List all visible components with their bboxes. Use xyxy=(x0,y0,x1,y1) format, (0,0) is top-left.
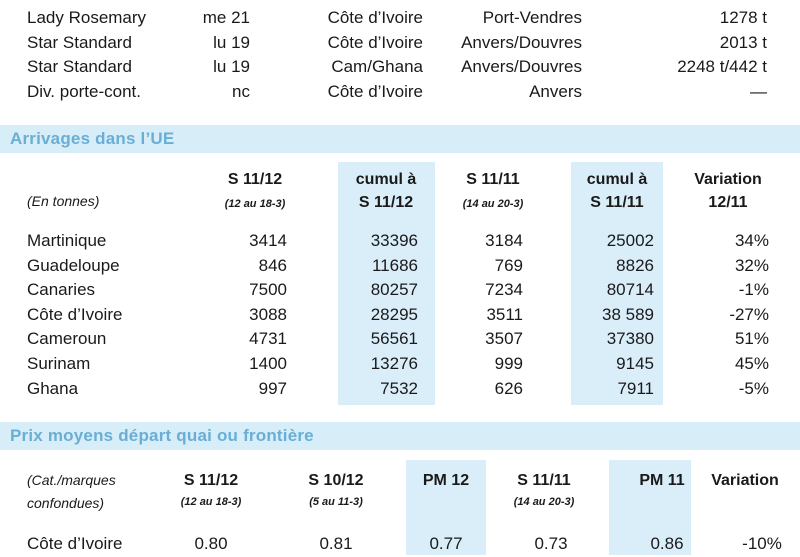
prices-unit-label-2: confondues) xyxy=(27,495,105,511)
arrivals-header-0: S 11/12 xyxy=(227,171,283,188)
ship-name: Div. porte-cont. xyxy=(27,81,142,101)
arrivals-header-1-line2: S 11/12 xyxy=(358,194,414,211)
ship-name: Star Standard xyxy=(27,32,132,52)
arrivals-row-name: Guadeloupe xyxy=(27,255,120,275)
arrivals-header-2: S 11/11 xyxy=(466,171,520,188)
ship-port: Anvers xyxy=(529,81,582,101)
arrivals-cell: 999 xyxy=(494,354,523,373)
arrivals-cell: 3088 xyxy=(249,304,287,324)
prices-cell: -10% xyxy=(742,534,782,553)
ship-day: lu 19 xyxy=(213,32,250,52)
arrivals-cell: 3511 xyxy=(486,304,523,324)
arrivals-cell: -5% xyxy=(738,378,769,398)
arrivals-cell: 33396 xyxy=(370,231,418,250)
arrivals-cell: 7911 xyxy=(617,378,654,398)
arrivals-cell: 34% xyxy=(734,231,769,250)
arrivals-cell: 4731 xyxy=(249,329,287,349)
prices-section-title: Prix moyens départ quai ou frontière xyxy=(10,426,314,445)
ship-day: lu 19 xyxy=(213,57,250,76)
prices-cell: 0.86 xyxy=(650,534,684,553)
arrivals-cell: 9145 xyxy=(616,354,654,373)
arrivals-cell: 7532 xyxy=(380,378,418,398)
arrivals-row-name: Ghana xyxy=(27,378,79,398)
ship-port: Anvers/Douvres xyxy=(461,32,582,52)
arrivals-cell: 37380 xyxy=(606,329,654,349)
arrivals-cell: 8826 xyxy=(616,255,654,275)
arrivals-cell: 51% xyxy=(734,329,769,349)
arrivals-cell: 32% xyxy=(734,255,769,275)
arrivals-cell: -27% xyxy=(729,304,769,324)
prices-cell: 0.81 xyxy=(319,534,353,553)
arrivals-cell: 769 xyxy=(494,255,523,275)
prices-cell: 0.77 xyxy=(429,534,463,553)
prices-header-3: S 11/11 xyxy=(517,472,571,489)
prices-cell: 0.73 xyxy=(534,534,568,553)
arrivals-cell: 13276 xyxy=(370,354,418,373)
arrivals-cell: 25002 xyxy=(606,231,654,250)
arrivals-cell: 3414 xyxy=(249,231,287,250)
prices-header-4: PM 11 xyxy=(639,472,685,489)
arrivals-cell: 3507 xyxy=(485,329,523,349)
prices-header-5: Variation xyxy=(711,472,779,489)
arrivals-cell: 1400 xyxy=(249,354,287,373)
arrivals-row-name: Surinam xyxy=(27,354,91,373)
arrivals-cell: 7234 xyxy=(485,280,523,300)
arrivals-cell: 846 xyxy=(258,255,287,275)
arrivals-header-2-dates: (14 au 20-3) xyxy=(462,198,524,210)
arrivals-cell: 11686 xyxy=(371,255,418,275)
ship-name: Star Standard xyxy=(27,57,132,76)
prices-header-0-dates: (12 au 18-3) xyxy=(180,496,242,508)
ship-partial-row xyxy=(0,0,800,4)
arrivals-section-title: Arrivages dans l’UE xyxy=(10,129,175,148)
arrivals-cell: 56561 xyxy=(370,329,418,349)
ship-origin: Cam/Ghana xyxy=(331,57,423,76)
ship-day: me 21 xyxy=(202,8,250,27)
arrivals-cell: -1% xyxy=(738,280,769,300)
prices-header-0: S 11/12 xyxy=(183,472,239,489)
ship-port: Anvers/Douvres xyxy=(461,57,582,76)
prices-header-1-dates: (5 au 11-3) xyxy=(309,496,363,508)
arrivals-header-3-line2: S 11/11 xyxy=(590,194,644,211)
arrivals-cell: 45% xyxy=(734,354,769,373)
arrivals-row-name: Martinique xyxy=(27,231,107,250)
prices-header-3-dates: (14 au 20-3) xyxy=(513,496,575,508)
arrivals-cell: 7500 xyxy=(249,280,287,300)
arrivals-cell: 80714 xyxy=(606,280,654,300)
ship-tonnage: — xyxy=(750,81,767,101)
arrivals-header-0-dates: (12 au 18-3) xyxy=(224,198,286,210)
arrivals-row-name: Cameroun xyxy=(27,329,107,349)
arrivals-cell: 80257 xyxy=(370,280,418,300)
arrivals-cell: 997 xyxy=(258,378,287,398)
arrivals-cell: 3184 xyxy=(485,231,523,250)
ship-origin: Côte d’Ivoire xyxy=(327,8,423,27)
prices-unit-label-1: (Cat./marques xyxy=(27,472,116,488)
prices-header-1: S 10/12 xyxy=(308,472,364,489)
ship-tonnage: 1278 t xyxy=(719,8,767,27)
prices-row-name: Côte d’Ivoire xyxy=(27,534,123,553)
prices-cell: 0.80 xyxy=(194,534,228,553)
arrivals-unit-label: (En tonnes) xyxy=(27,193,100,209)
arrivals-header-4: Variation xyxy=(694,171,762,188)
arrivals-cell: 28295 xyxy=(370,304,418,324)
ship-origin: Côte d’Ivoire xyxy=(327,32,423,52)
arrivals-row-name: Canaries xyxy=(27,280,96,300)
ship-origin: Côte d’Ivoire xyxy=(327,81,423,101)
arrivals-cell: 626 xyxy=(494,378,523,398)
ship-tonnage: 2248 t/442 t xyxy=(677,57,767,76)
ship-name: Lady Rosemary xyxy=(27,8,147,27)
arrivals-cell: 38 589 xyxy=(602,304,654,324)
arrivals-header-3: cumul à xyxy=(586,171,648,188)
arrivals-header-4-line2: 12/11 xyxy=(708,194,748,211)
ship-port: Port-Vendres xyxy=(482,8,582,27)
ship-day: nc xyxy=(232,81,250,101)
ship-tonnage: 2013 t xyxy=(719,32,767,52)
arrivals-header-1: cumul à xyxy=(355,171,417,188)
prices-header-2: PM 12 xyxy=(422,472,470,489)
arrivals-row-name: Côte d’Ivoire xyxy=(27,304,123,324)
